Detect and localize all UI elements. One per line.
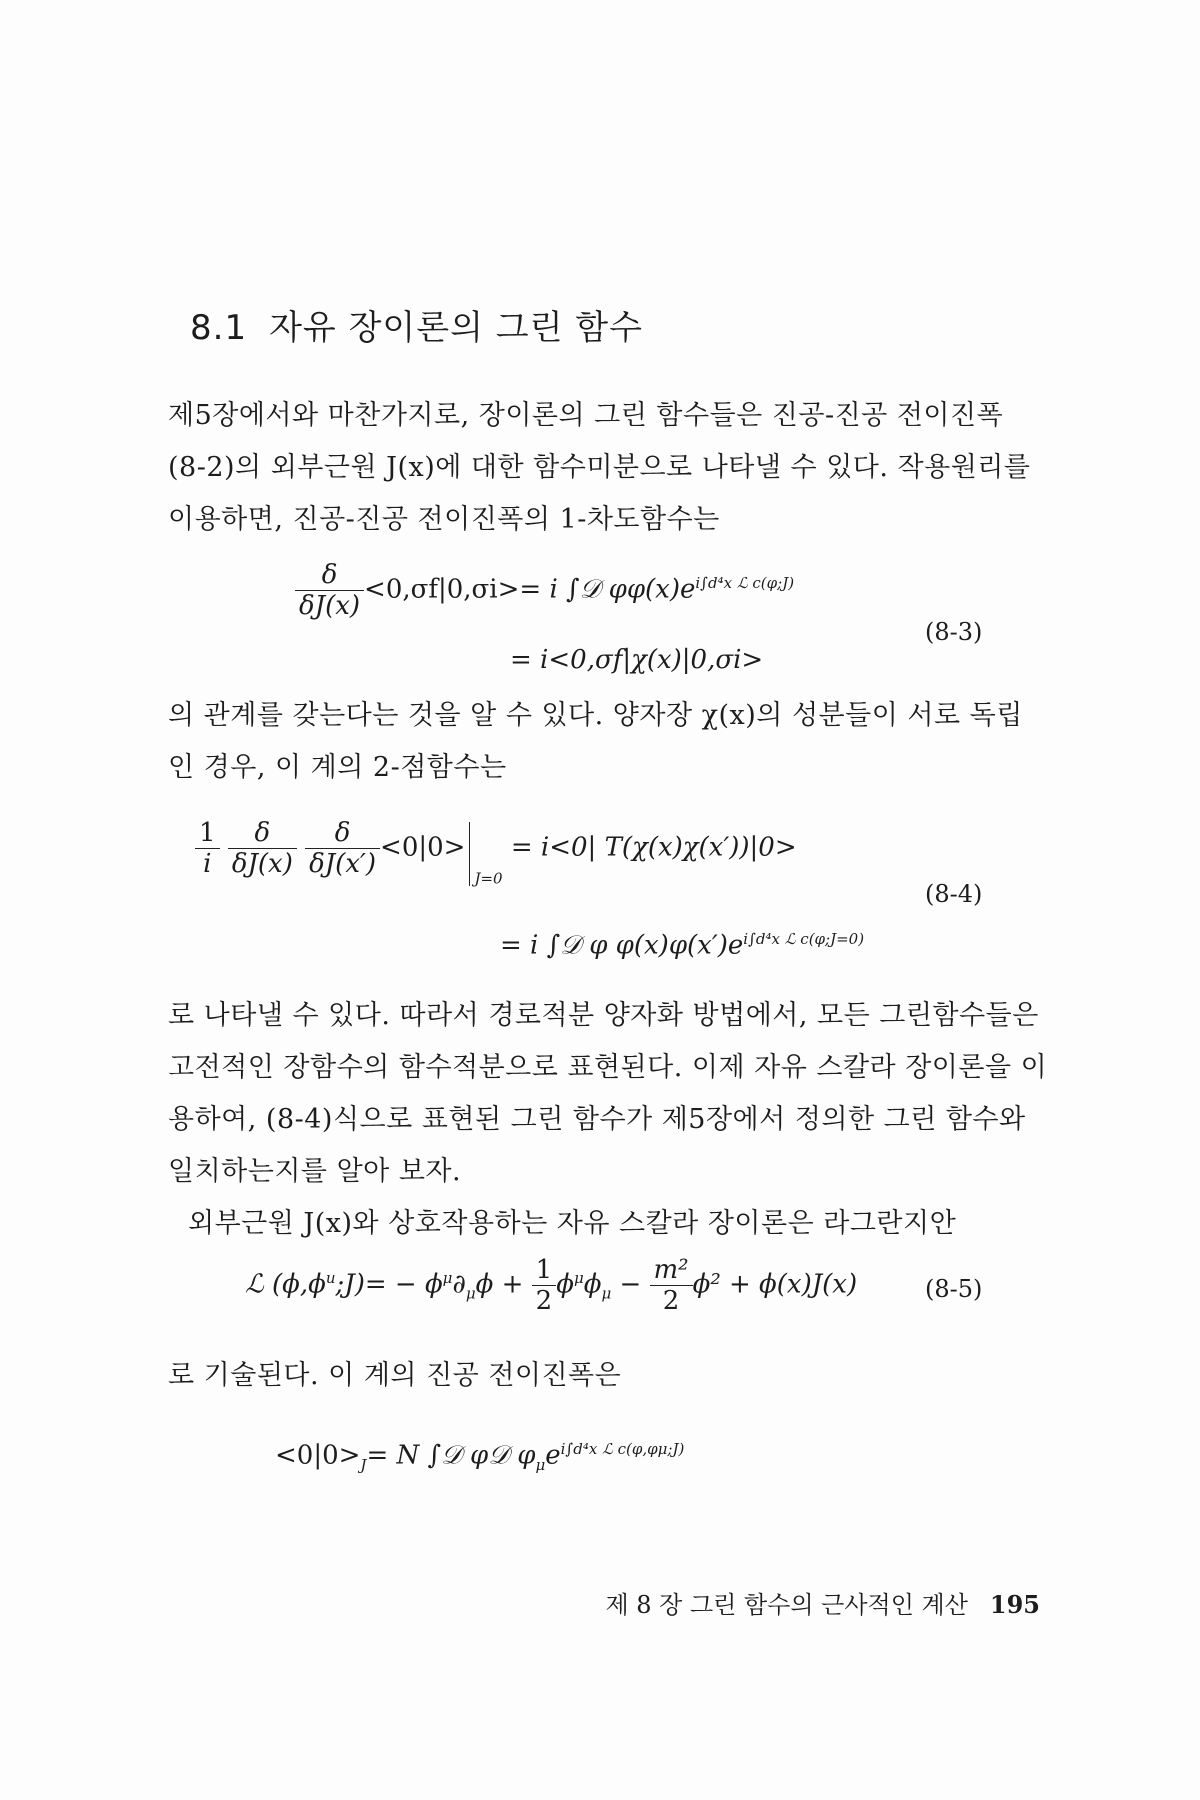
section-number: 8.1 <box>190 308 248 348</box>
section-title-text: 자유 장이론의 그린 함수 <box>269 308 643 348</box>
equation-8-4-line1: $\frac{1}{i}$ $\frac{\delta}{\delta J(x)}$ $\frac{\delta}{\delta J(x')}$ $<0|0>_{J=0} = i<0|$ T(χ(x)χ(x′))|0> <box>195 818 797 888</box>
text-line: 로 기술된다. 이 계의 진공 전이진폭은 <box>168 1360 622 1391</box>
equation-vacuum-amplitude: $<0|0>_J= N$ ∫𝒟 φ𝒟 $\varphi_\mu e^{i\int d^4x ℒ c(\varphi,\varphi\mu;J)}$ <box>275 1440 685 1474</box>
text-line: 외부근원 J(x)와 상호작용하는 자유 스칼라 장이론은 라그란지안 <box>188 1208 957 1239</box>
page-number: 195 <box>989 1590 1040 1619</box>
text-line: 의 관계를 갖는다는 것을 알 수 있다. 양자장 χ(x)의 성분들이 서로 독립 <box>168 700 1023 731</box>
text-line: 고전적인 장함수의 함수적분으로 표현된다. 이제 자유 스칼라 장이론을 이 <box>168 1052 1048 1083</box>
equation-8-4-line2: = i ∫𝒟 φ $\varphi(x)\varphi(x')e^{i\int d^4x ℒ c(\varphi;J=0)}$ <box>500 930 865 961</box>
page-footer <box>605 1585 1040 1620</box>
text-line: (8-2)의 외부근원 J(x)에 대한 함수미분으로 나타낼 수 있다. 작용원리를 <box>168 452 1031 483</box>
equation-8-5: ℒ $(\phi,\phi^u;J)= - \phi^\mu\partial_\mu\phi$ + $\frac{1}{2}$ $\phi^\mu\phi_\mu$ − $\frac{\text{m²}}{2}$ ϕ² + ϕ(x)J(x) <box>245 1255 858 1316</box>
paragraph-4 <box>168 1350 1028 1402</box>
paragraph-1 <box>168 390 1031 546</box>
equation-number-8-5: (8-5) <box>925 1275 983 1303</box>
equation-8-3-line1: $\frac{\delta}{\delta J(x)}$ <0,σf|0,σi>= i ∫𝒟 $\varphi\varphi(x)e^{i\int d^4x ℒ c(\varphi;J)}$ <box>295 560 794 621</box>
fraction-delta-dJ: $\frac{\delta}{\delta J(x)}$ <box>295 560 364 621</box>
text-line: 일치하는지를 알아 보자. <box>168 1156 462 1187</box>
text-line: 인 경우, 이 계의 2-점함수는 <box>168 752 507 783</box>
paragraph-2 <box>168 690 1028 794</box>
paragraph-3 <box>168 990 1048 1250</box>
text-line: 로 나타낼 수 있다. 따라서 경로적분 양자화 방법에서, 모든 그린함수들은 <box>168 1000 1039 1031</box>
section-heading <box>190 300 643 349</box>
running-chapter-title: 제 8 장 그린 함수의 근사적인 계산 <box>605 1591 968 1619</box>
equation-number-8-3: (8-3) <box>925 618 983 646</box>
text-line: 제5장에서와 마찬가지로, 장이론의 그린 함수들은 진공-진공 전이진폭 <box>168 400 1004 431</box>
evaluation-bar <box>469 822 470 886</box>
text-line: 이용하면, 진공-진공 전이진폭의 1-차도함수는 <box>168 504 720 535</box>
equation-number-8-4: (8-4) <box>925 880 983 908</box>
equation-8-3-line2: = i<0,σf|χ(x)|0,σi> <box>510 645 764 675</box>
text-line: 용하여, (8-4)식으로 표현된 그린 함수가 제5장에서 정의한 그린 함수와 <box>168 1104 1026 1135</box>
